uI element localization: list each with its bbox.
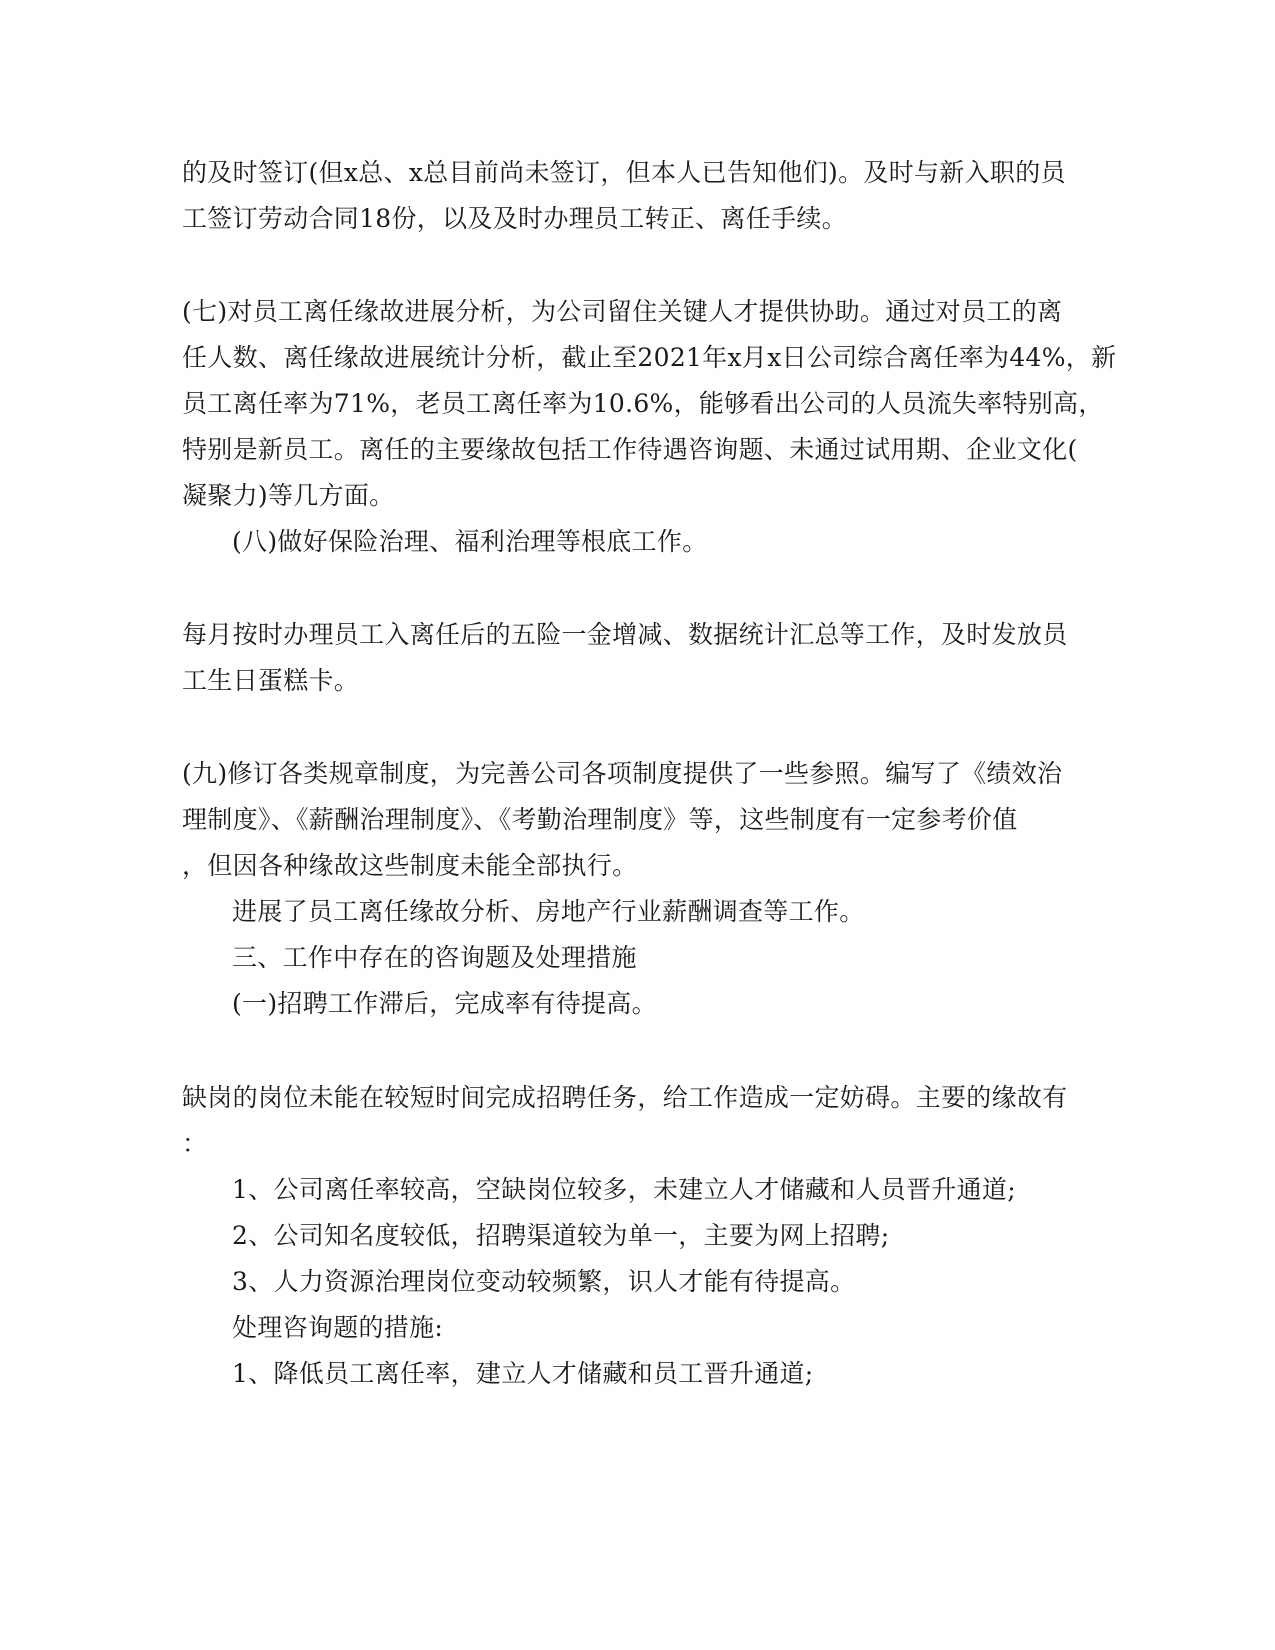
- list-item: 2、公司知名度较低，招聘渠道较为单一，主要为网上招聘;: [232, 1221, 890, 1250]
- text-line: (七)对员工离任缘故进展分析，为公司留住关键人才提供协助。通过对员工的离: [182, 297, 1063, 326]
- text-line: 处理咨询题的措施:: [232, 1313, 444, 1342]
- text-line: 任人数、离任缘故进展统计分析，截止至2021年x月x日公司综合离任率为44%，新: [182, 343, 1117, 372]
- section-heading: 三、工作中存在的咨询题及处理措施: [232, 943, 637, 972]
- text-line: ：: [182, 1129, 208, 1158]
- list-item: 1、降低员工离任率，建立人才储藏和员工晋升通道;: [232, 1359, 814, 1388]
- text-line: 工生日蛋糕卡。: [182, 666, 360, 695]
- text-line: (八)做好保险治理、福利治理等根底工作。: [232, 527, 708, 556]
- list-item: 3、人力资源治理岗位变动较频繁，识人才能有待提高。: [232, 1267, 856, 1296]
- text-line: ，但因各种缘故这些制度未能全部执行。: [182, 851, 638, 880]
- text-line: 工签订劳动合同18份，以及及时办理员工转正、离任手续。: [182, 204, 847, 233]
- text-line: 员工离任率为71%，老员工离任率为10.6%，能够看出公司的人员流失率特别高，: [182, 389, 1104, 418]
- text-line: 的及时签订(但x总、x总目前尚未签订，但本人已告知他们)。及时与新入职的员: [182, 158, 1066, 187]
- text-line: 特别是新员工。离任的主要缘故包括工作待遇咨询题、未通过试用期、企业文化(: [182, 435, 1078, 464]
- text-line: (九)修订各类规章制度，为完善公司各项制度提供了一些参照。编写了《绩效治: [182, 759, 1063, 788]
- text-line: 每月按时办理员工入离任后的五险一金增减、数据统计汇总等工作，及时发放员: [182, 620, 1068, 649]
- list-item: 1、公司离任率较高，空缺岗位较多，未建立人才储藏和人员晋升通道;: [232, 1175, 1016, 1204]
- text-line: 理制度》、《薪酬治理制度》、《考勤治理制度》等，这些制度有一定参考价值: [182, 805, 1018, 834]
- text-line: 进展了员工离任缘故分析、房地产行业薪酬调查等工作。: [232, 897, 865, 926]
- text-line: (一)招聘工作滞后，完成率有待提高。: [232, 989, 657, 1018]
- text-line: 缺岗的岗位未能在较短时间完成招聘任务，给工作造成一定妨碍。主要的缘故有: [182, 1083, 1068, 1112]
- text-line: 凝聚力)等几方面。: [182, 481, 395, 510]
